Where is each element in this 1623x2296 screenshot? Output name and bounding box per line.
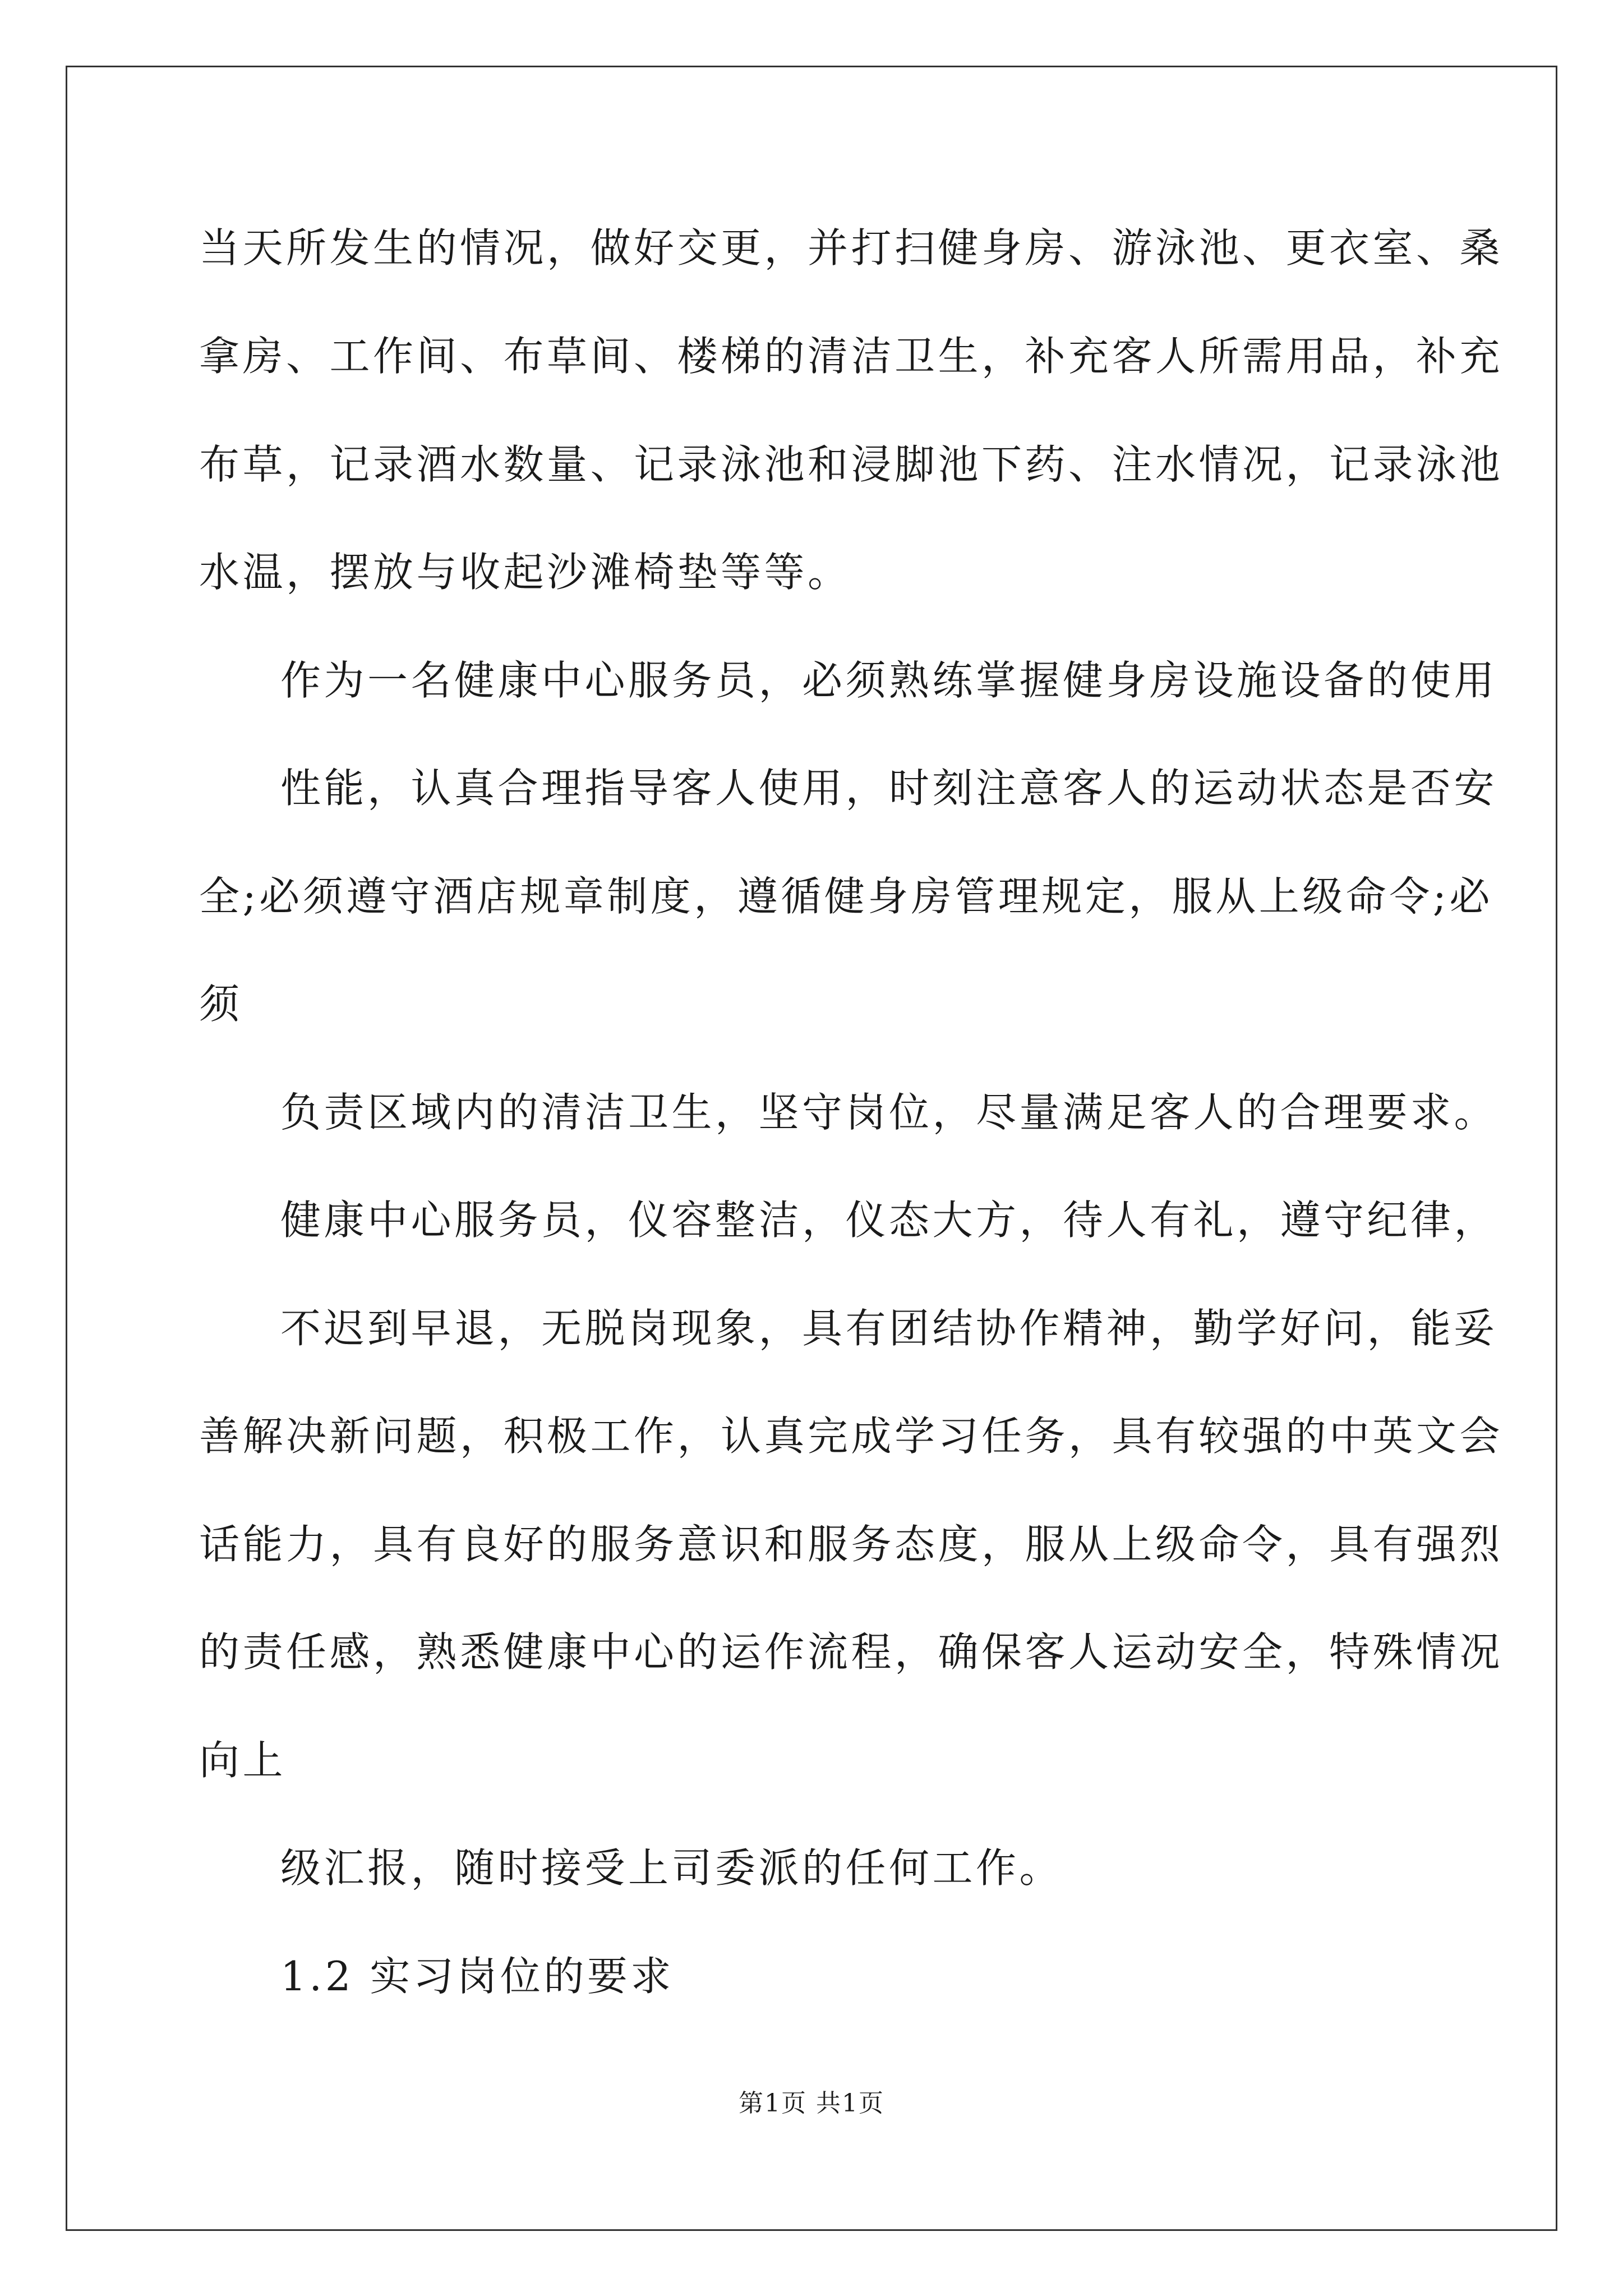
text-line-14: 的责任感，熟悉健康中心的运作流程，确保客人运动安全，特殊情况 [199,1628,1504,1676]
page-border [66,66,1557,2231]
text-line-7: 全;必须遵守酒店规章制度，遵循健身房管理规定，服从上级命令;必 [199,873,1493,920]
text-line-9: 负责区域内的清洁卫生，坚守岗位，尽量满足客人的合理要求。 [280,1089,1498,1136]
text-line-16: 级汇报，随时接受上司委派的任何工作。 [280,1844,1063,1892]
text-line-6: 性能，认真合理指导客人使用，时刻注意客人的运动状态是否安 [280,765,1498,812]
text-line-13: 话能力，具有良好的服务意识和服务态度，服从上级命令，具有强烈 [199,1521,1504,1568]
text-line-8: 须 [199,981,243,1028]
text-line-10: 健康中心服务员，仪容整洁，仪态大方，待人有礼，遵守纪律， [280,1197,1498,1244]
text-line-4: 水温，摆放与收起沙滩椅垫等等。 [199,549,851,596]
text-line-2: 拿房、工作间、布草间、楼梯的清洁卫生，补充客人所需用品，补充 [199,333,1504,380]
text-line-11: 不迟到早退，无脱岗现象，具有团结协作精神，勤学好问，能妥 [280,1305,1498,1352]
text-line-12: 善解决新问题，积极工作，认真完成学习任务，具有较强的中英文会 [199,1412,1504,1460]
text-line-1: 当天所发生的情况，做好交更，并打扫健身房、游泳池、更衣室、桑 [199,224,1504,272]
page-footer: 第1页 共1页 [739,2089,884,2118]
text-line-15: 向上 [199,1737,287,1784]
text-line-3: 布草，记录酒水数量、记录泳池和浸脚池下药、注水情况，记录泳池 [199,441,1504,488]
text-line-5: 作为一名健康中心服务员，必须熟练掌握健身房设施设备的使用 [280,657,1498,704]
section-heading: 1.2 实习岗位的要求 [280,1953,674,2000]
